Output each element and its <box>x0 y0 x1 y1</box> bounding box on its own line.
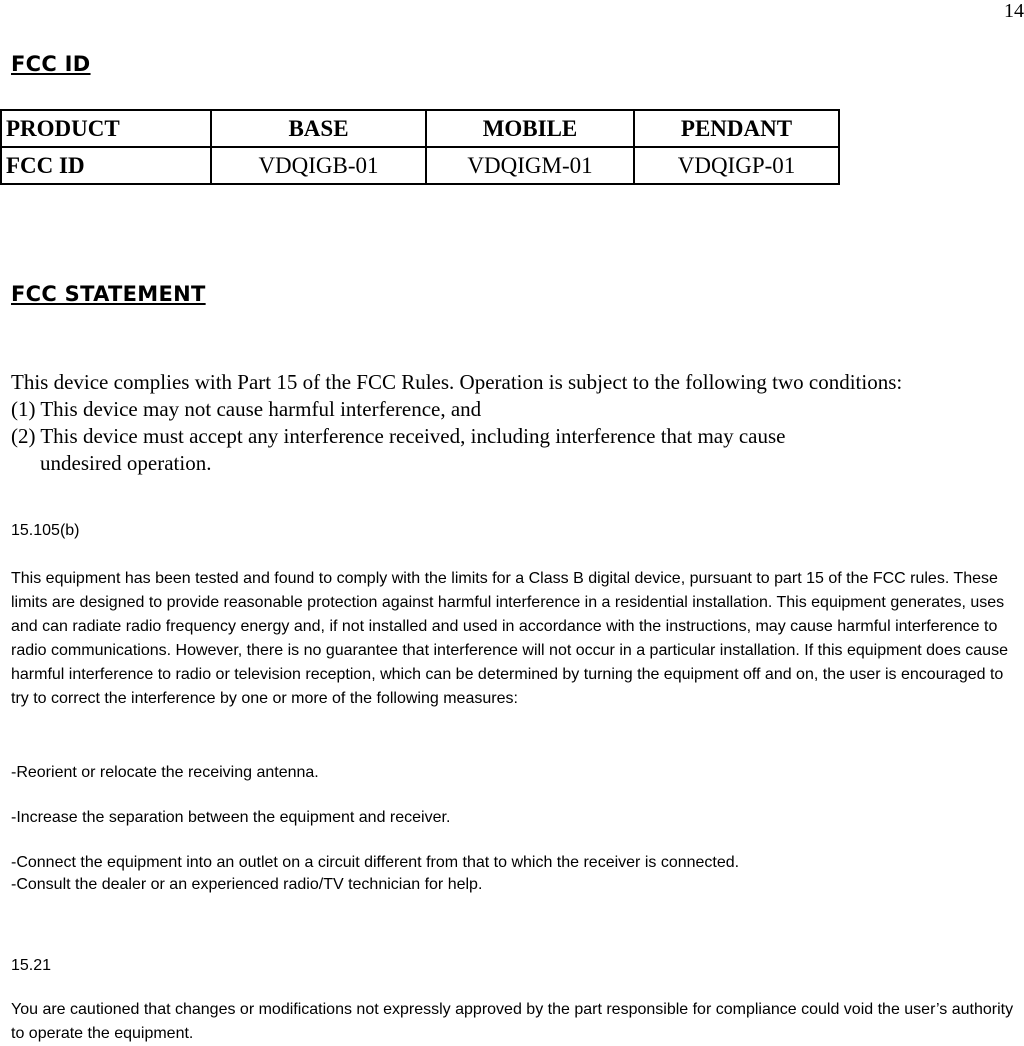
statement-condition-2: (2) This device must accept any interference received, including interference that may cause <box>11 424 786 448</box>
cell-base-id: VDQIGB-01 <box>211 147 426 184</box>
table-header-row <box>1 110 839 147</box>
measure-consult-dealer: -Consult the dealer or an experienced radio/TV technician for help. <box>11 876 483 893</box>
header-product: PRODUCT <box>1 110 211 147</box>
section-15105b-paragraph: This equipment has been tested and found to comply with the limits for a Class B digital device, pursuant to part 15 of the FCC rules. These limits are designed to provide reasonable protection against harmful interference in a residential installation. This equipment generates, uses and can radiate radio frequency energy and, if not installed and used in accordance with the instructions, may cause harmful interference to radio communications. However, there is no guarantee that interference will not occur in a particular installation. If this equipment does cause harmful interference to radio or television reception, which can be determined by turning the equipment off and on, the user is encouraged to try to correct the interference by one or more of the following measures: <box>11 570 1008 707</box>
section-1521-paragraph: You are cautioned that changes or modifications not expressly approved by the part responsible for compliance could void the user’s authority to operate the equipment. <box>11 1001 1014 1042</box>
header-pendant: PENDANT <box>634 110 839 147</box>
statement-intro: This device complies with Part 15 of the FCC Rules. Operation is subject to the following two conditions: <box>11 370 903 394</box>
cell-fcc-id-label: FCC ID <box>1 147 211 184</box>
fcc-statement-text <box>11 369 902 477</box>
statement-condition-1: (1) This device may not cause harmful interference, and <box>11 397 482 421</box>
cell-pendant-id: VDQIGP-01 <box>634 147 839 184</box>
fcc-statement-heading: FCC STATEMENT <box>11 282 206 306</box>
section-15105b-label: 15.105(b) <box>11 522 80 539</box>
cell-mobile-id: VDQIGM-01 <box>426 147 634 184</box>
measure-reorient: -Reorient or relocate the receiving antenna. <box>11 764 319 781</box>
statement-condition-2-cont: undesired operation. <box>40 451 212 475</box>
header-mobile: MOBILE <box>426 110 634 147</box>
section-1521-label: 15.21 <box>11 957 52 974</box>
header-base: BASE <box>211 110 426 147</box>
measure-increase-separation: -Increase the separation between the equipment and receiver. <box>11 809 451 826</box>
measure-connect-outlet: -Connect the equipment into an outlet on a circuit different from that to which the receiver is connected. <box>11 854 740 871</box>
fcc-id-heading: FCC ID <box>11 52 91 76</box>
table-row <box>1 147 839 184</box>
fcc-id-table <box>0 109 840 185</box>
page-number: 14 <box>1004 0 1024 22</box>
